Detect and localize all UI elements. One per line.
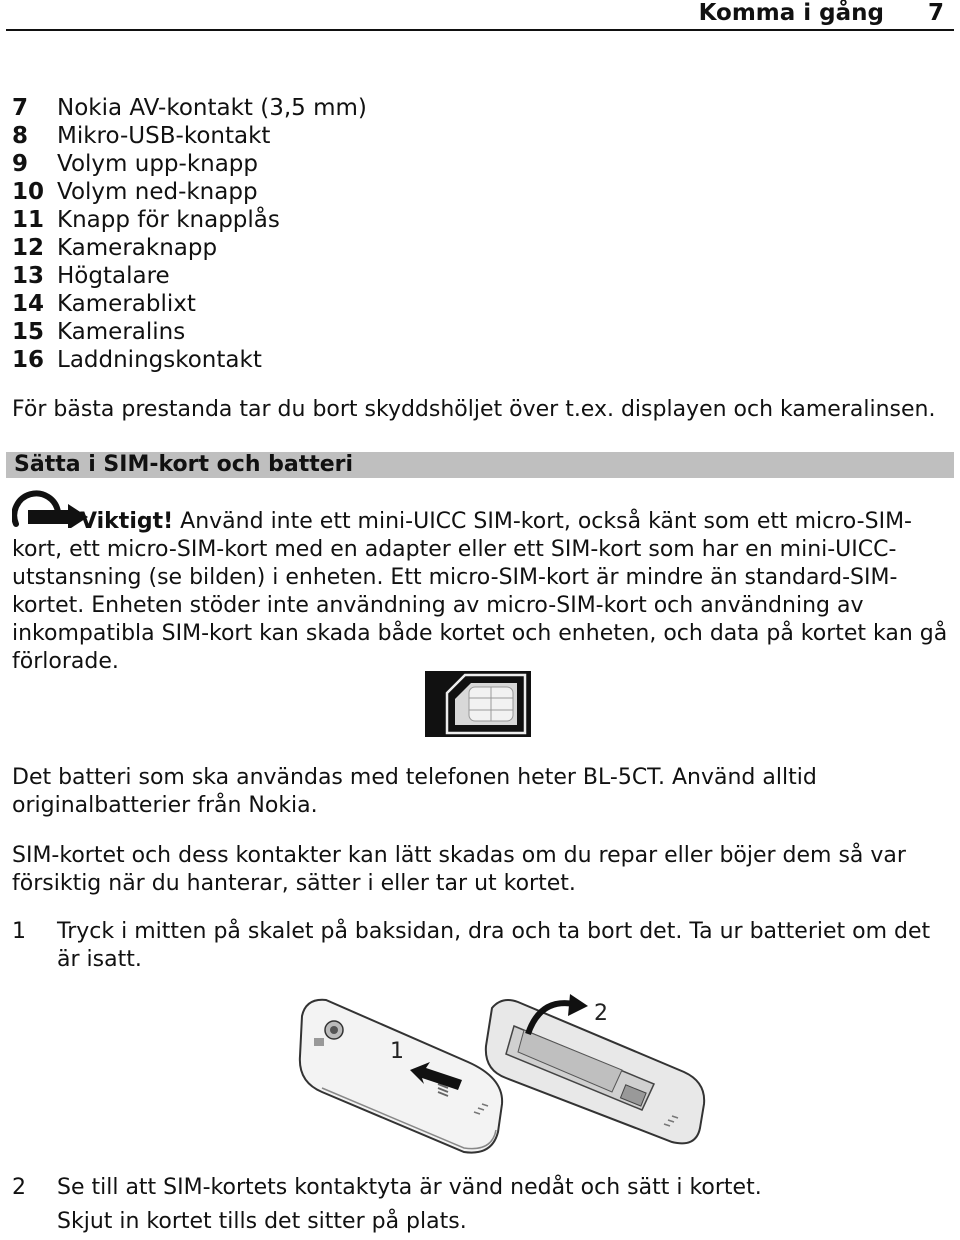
list-item <box>12 234 367 262</box>
item-label: Kameraknapp <box>57 235 218 261</box>
item-number: 10 <box>12 179 45 205</box>
list-item <box>12 318 367 346</box>
figure-label-1: 1 <box>390 1039 404 1064</box>
item-number: 9 <box>12 151 29 177</box>
battery-paragraph: Det batteri som ska användas med telefonen heter BL-5CT. Använd alltid originalbatterier från Nokia. <box>12 765 817 818</box>
item-number: 8 <box>12 123 29 149</box>
step-number: 1 <box>12 919 26 944</box>
item-label: Volym ned-knapp <box>57 179 258 205</box>
item-label: Knapp för knapplås <box>57 207 280 233</box>
list-item <box>12 346 367 374</box>
list-item <box>12 178 367 206</box>
item-number: 14 <box>12 291 45 317</box>
item-label: Laddningskontakt <box>57 347 262 373</box>
step-text: Tryck i mitten på skalet på baksidan, dra och ta bort det. Ta ur batteriet om det är isatt. <box>57 919 931 972</box>
item-number: 16 <box>12 347 45 373</box>
chapter-title: Komma i gång <box>698 0 884 26</box>
figure-label-2: 2 <box>594 1001 608 1026</box>
step-number: 2 <box>12 1175 26 1200</box>
list-item <box>12 150 367 178</box>
sim-care-paragraph: SIM-kortet och dess kontakter kan lätt skadas om du repar eller böjer dem så var försiktig när du hanterar, sätter i eller tar ut kortet. <box>12 843 906 896</box>
warning-paragraph <box>12 508 952 676</box>
item-label: Kamerablixt <box>57 291 196 317</box>
list-item <box>12 206 367 234</box>
list-item <box>12 94 367 122</box>
item-number: 13 <box>12 263 45 289</box>
item-number: 15 <box>12 319 45 345</box>
tip-paragraph: För bästa prestanda tar du bort skyddshöljet över t.ex. displayen och kameralinsen. <box>12 397 936 422</box>
item-label: Mikro-USB-kontakt <box>57 123 271 149</box>
parts-list <box>12 94 367 374</box>
step-2-subtext: Skjut in kortet tills det sitter på plats. <box>57 1209 467 1234</box>
item-label: Högtalare <box>57 263 170 289</box>
item-label: Kameralins <box>57 319 186 345</box>
item-number: 7 <box>12 95 29 121</box>
step-text: Se till att SIM-kortets kontaktyta är vänd nedåt och sätt i kortet. <box>57 1175 762 1200</box>
item-number: 11 <box>12 207 45 233</box>
warning-text: Använd inte ett mini-UICC SIM-kort, också känt som ett micro-SIM-kort, ett micro-SIM-kort med en adapter eller ett SIM-kort som har en mini-UICC-utstansning (se bilden) i enheten. Ett micro-SIM-kort är mindre än standard-SIM-kortet. Enheten stöder inte användning av micro-SIM-kort och användning av inkompatibla SIM-kort kan skada både kortet och enheten, och data på kortet kan gå förlorade. <box>12 509 948 674</box>
section-title: Sätta i SIM-kort och batteri <box>14 452 354 477</box>
remove-back-cover-illustration <box>292 992 712 1164</box>
list-item <box>12 262 367 290</box>
item-label: Nokia AV-kontakt (3,5 mm) <box>57 95 367 121</box>
item-number: 12 <box>12 235 45 261</box>
header-divider <box>6 29 954 31</box>
mini-uicc-sim-illustration <box>425 671 531 737</box>
page-number: 7 <box>927 0 944 26</box>
list-item <box>12 290 367 318</box>
page-header <box>0 0 960 30</box>
back-cover-icon <box>300 1000 502 1153</box>
warning-label: Viktigt! <box>80 509 174 534</box>
item-label: Volym upp-knapp <box>57 151 259 177</box>
section-header <box>6 452 954 478</box>
list-item <box>12 122 367 150</box>
